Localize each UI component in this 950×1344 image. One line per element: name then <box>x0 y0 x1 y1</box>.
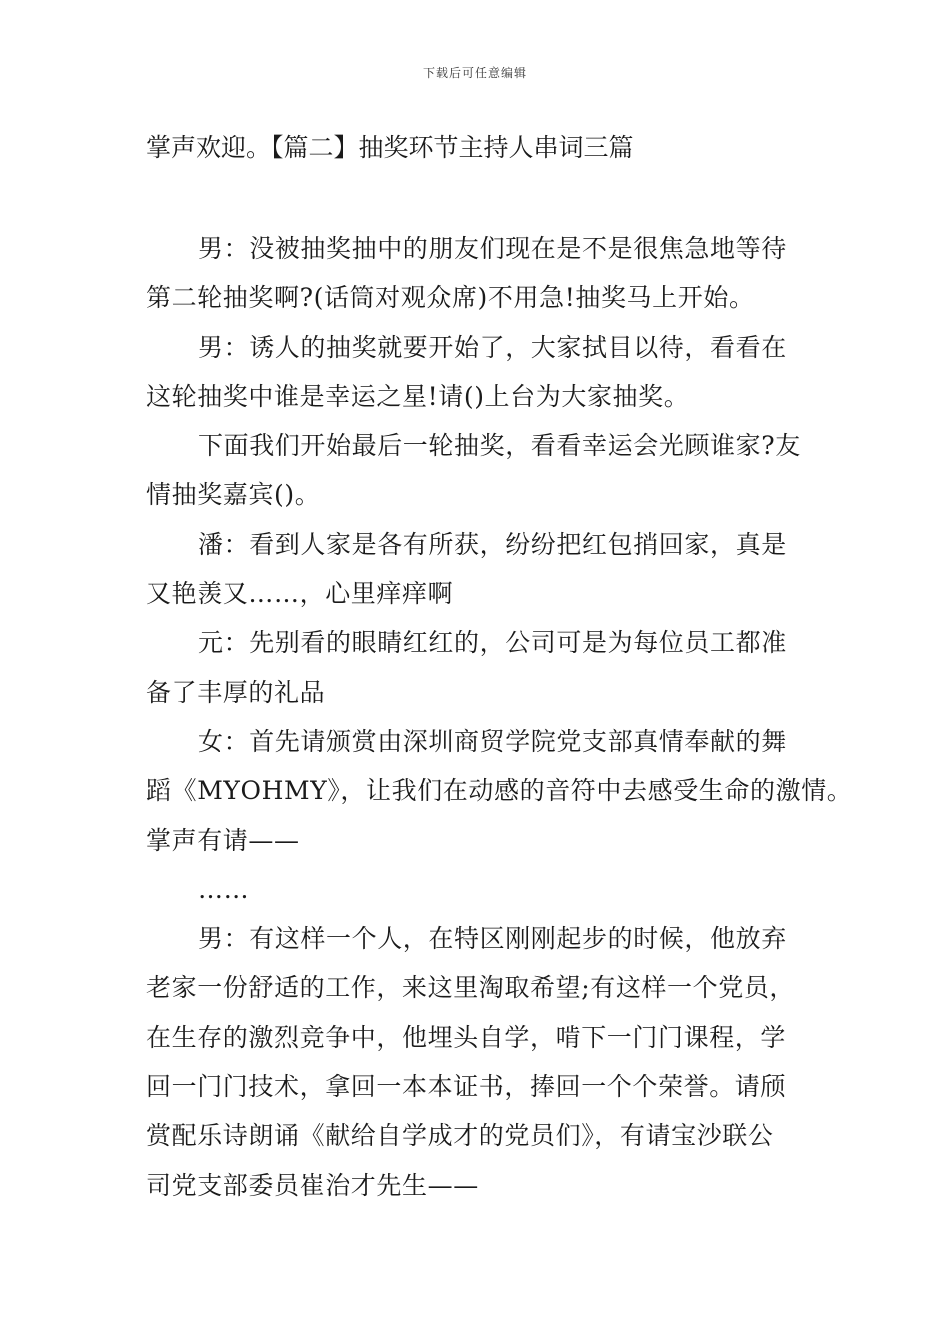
paragraph-line: 元：先别看的眼睛红红的，公司可是为每位员工都准 <box>198 628 787 658</box>
paragraph-line: 潘：看到人家是各有所获，纷纷把红包捎回家，真是 <box>198 529 787 559</box>
paragraph-3 <box>146 421 816 520</box>
paragraph-7 <box>146 865 816 914</box>
paragraph-5 <box>146 618 816 717</box>
paragraph-line: 这轮抽奖中谁是幸运之星!请()上台为大家抽奖。 <box>146 381 690 411</box>
document-title-line: 掌声欢迎。【篇二】抽奖环节主持人串词三篇 <box>146 133 634 162</box>
paragraph-line: 老家一份舒适的工作，来这里淘取希望;有这样一个党员， <box>146 973 796 1003</box>
paragraph-line: 第二轮抽奖啊?(话筒对观众席)不用急!抽奖马上开始。 <box>146 283 755 313</box>
paragraph-6 <box>146 717 853 865</box>
paragraph-line: 备了丰厚的礼品 <box>146 677 326 707</box>
paragraph-8 <box>146 914 816 1210</box>
paragraph-line: 司党支部委员崔治才先生—— <box>146 1170 479 1200</box>
paragraph-line: 掌声有请—— <box>146 825 300 855</box>
paragraph-line: 赏配乐诗朗诵《献给自学成才的党员们》，有请宝沙联公 <box>146 1121 774 1151</box>
paragraph-2 <box>146 323 816 422</box>
document-body <box>146 224 853 1210</box>
paragraph-4 <box>146 520 816 619</box>
page-header: 下载后可任意编辑 <box>422 66 527 80</box>
paragraph-line: 情抽奖嘉宾()。 <box>146 480 321 510</box>
paragraph-line: 下面我们开始最后一轮抽奖，看看幸运会光顾谁家?友 <box>198 431 801 461</box>
paragraph-line: 在生存的激烈竞争中，他埋头自学，啃下一门门课程，学 <box>146 1022 787 1052</box>
paragraph-line: 蹈《MYOHMY》，让我们在动感的音符中去感受生命的激情。 <box>146 776 853 806</box>
paragraph-line: 回一门门技术，拿回一本本证书，捧回一个个荣誉。请颀 <box>146 1072 787 1102</box>
paragraph-1 <box>146 224 816 323</box>
paragraph-line: 男：有这样一个人，在特区刚刚起步的时候，他放弃 <box>198 924 787 954</box>
paragraph-line: 女：首先请颁赏由深圳商贸学院党支部真情奉献的舞 <box>198 726 787 756</box>
paragraph-line: 男：没被抽奖抽中的朋友们现在是不是很焦急地等待 <box>198 234 787 263</box>
paragraph-line: …… <box>198 874 250 904</box>
paragraph-line: 男：诱人的抽奖就要开始了，大家拭目以待，看看在 <box>198 332 787 362</box>
paragraph-line: 又艳羡又……，心里痒痒啊 <box>146 579 454 609</box>
